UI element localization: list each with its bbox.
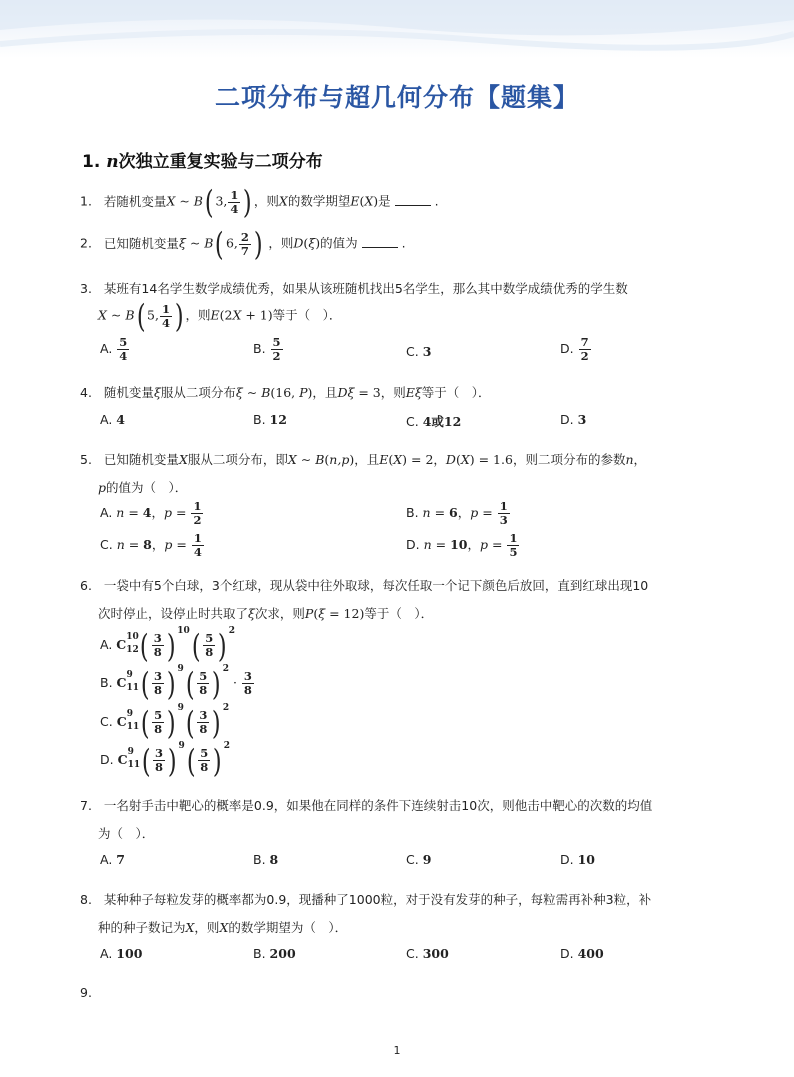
q6-line-1: 一袋中有5个白球，3个红球，现从袋中往外取球，每次任取一个记下颜色后放回，直到红球出现10 <box>103 578 649 593</box>
option-label: D. <box>560 946 574 961</box>
option-label: A. <box>100 412 113 427</box>
option-n: 4 <box>142 505 152 520</box>
frac-num: 1 <box>193 531 202 545</box>
option-label: D. <box>560 852 574 867</box>
q2-text-post: ，则 <box>268 235 294 251</box>
q6-text-a: 次时停止，设停止时共取了 <box>98 606 249 621</box>
option-label: B. <box>253 946 266 961</box>
q5-line-2: p的值为（ ）． <box>98 480 188 495</box>
q5-option-a[interactable]: A. n = 4，p = $\frac{1}{2}$ <box>100 499 202 527</box>
q1-text-end: 是 <box>378 193 391 209</box>
answer-blank <box>362 237 398 248</box>
question-2: 2. 已知随机变量ξ ∼ B( 6, $\frac{2}{7}$ ) ，则D(ξ)的值为 . <box>80 225 406 263</box>
option-n: 6 <box>449 505 458 520</box>
option-value: 400 <box>577 946 604 961</box>
q1-text-pre: 若随机变量 <box>103 193 167 209</box>
frac-num: 1 <box>499 499 508 513</box>
q7-option-b[interactable] <box>253 852 278 867</box>
question-9 <box>80 985 92 1000</box>
frac-num: 1 <box>509 531 518 545</box>
option-value: 12 <box>269 412 287 427</box>
q5-text-mid1: 服从二项分布，即 <box>187 452 288 467</box>
question-number: 9. <box>80 985 92 1000</box>
option-label: A. <box>100 341 113 356</box>
question-1: 1. 若随机变量X ∼ B( 3, $\frac{1}{4}$ ) ，则X的数学期望E(X)是 . <box>80 183 439 221</box>
q8-text-c: 的数学期望为（ ）． <box>228 920 348 935</box>
q5-line2-text: 的值为（ ）． <box>106 480 188 495</box>
q1-dot: . <box>434 193 439 209</box>
q7-option-d[interactable] <box>560 852 595 867</box>
frac-den: 4 <box>193 545 202 559</box>
option-label: C. <box>406 946 419 961</box>
question-number: 5. <box>80 452 92 467</box>
q4-text-pre: 随机变量 <box>103 385 154 400</box>
option-label: D. <box>560 412 574 427</box>
option-value: 4或12 <box>422 414 462 429</box>
option-value: 10 <box>577 852 595 867</box>
q8-option-a[interactable] <box>100 946 142 961</box>
q6-option-b[interactable]: B. C 9 11 ( $\frac{3}{8}$ ) $^9$( $\frac{5}{8}$ ) $^2$ · $\frac{3}{8}$ <box>100 664 252 703</box>
q1-text-post: ，则 <box>253 193 279 209</box>
frac-den: 2 <box>580 349 589 363</box>
frac-num: 7 <box>580 335 589 349</box>
q8-text-b: ，则 <box>194 920 220 935</box>
question-7 <box>80 796 652 814</box>
option-label: D. <box>406 537 420 552</box>
q5-text-mid3: ， <box>433 452 446 467</box>
q3-text-end: 等于（ ）． <box>272 307 342 323</box>
q6-option-a[interactable]: A. C 10 12 ( $\frac{3}{8}$ ) $^{10}$( $\frac{5}{8}$ ) $^2$ <box>100 626 236 665</box>
q8-line-2: 种的种子数记为X，则X的数学期望为（ ）． <box>98 920 348 935</box>
option-value: 4 <box>116 412 125 427</box>
frac-den: 2 <box>272 349 281 363</box>
q2-text-end: 的值为 <box>320 235 358 251</box>
option-label: A. <box>100 637 113 652</box>
q6-option-d[interactable]: D. C 9 11 ( $\frac{3}{8}$ ) $^9$( $\frac{5}{8}$ ) $^2$ <box>100 741 231 780</box>
q7-option-a[interactable] <box>100 852 125 867</box>
q2-dot: . <box>401 235 406 251</box>
option-value: 200 <box>269 946 296 961</box>
page-number: 1 <box>393 1044 401 1057</box>
q8-option-b[interactable] <box>253 946 296 961</box>
answer-blank <box>395 195 431 206</box>
q8-option-c[interactable] <box>406 946 449 961</box>
option-label: C. <box>406 344 419 359</box>
q5-text-mid2: ，且 <box>354 452 380 467</box>
question-6 <box>80 576 648 594</box>
q4-option-c[interactable] <box>406 412 461 430</box>
q5-option-d[interactable]: D. n = 10，p = $\frac{1}{5}$ <box>406 531 518 559</box>
q5-option-b[interactable]: B. n = 6，p = $\frac{1}{3}$ <box>406 499 508 527</box>
section-heading <box>82 147 323 172</box>
q7-line-1: 一名射手击中靶心的概率是0.9，如果他在同样的条件下连续射击10次，则他击中靶心的次数的均值 <box>103 798 653 813</box>
option-value: 7 <box>116 852 125 867</box>
frac-den: 5 <box>509 545 518 559</box>
option-label: C. <box>100 714 113 729</box>
option-label: B. <box>406 505 419 520</box>
frac-num: 1 <box>193 499 202 513</box>
option-n: 8 <box>143 537 152 552</box>
frac-den: 3 <box>499 513 508 527</box>
question-3 <box>80 279 628 297</box>
option-label: D. <box>560 341 574 356</box>
option-label: D. <box>100 752 114 767</box>
q7-line-2: 为（ ）． <box>98 826 155 841</box>
q3-option-c[interactable] <box>406 344 431 359</box>
q5-text-mid4: ，则二项分布的参数 <box>512 452 626 467</box>
section-number: 1. <box>82 152 101 172</box>
question-8 <box>80 890 651 908</box>
q1-text-mid: 的数学期望 <box>287 193 351 209</box>
option-label: A. <box>100 946 113 961</box>
option-value: 100 <box>116 946 143 961</box>
q6-text-b: 次求，则 <box>254 606 305 621</box>
option-value: 300 <box>422 946 449 961</box>
q6-option-c[interactable]: C. C 9 11 ( $\frac{5}{8}$ ) $^9$( $\frac{3}{8}$ ) $^2$ <box>100 703 230 742</box>
q3-option-a[interactable] <box>100 336 130 363</box>
question-number: 3. <box>80 281 92 296</box>
option-label: A. <box>100 505 113 520</box>
q4-text-mid3: ，则 <box>380 385 406 400</box>
q5-text-pre: 已知随机变量 <box>103 452 179 467</box>
frac-num: 5 <box>272 335 281 349</box>
q4-text-mid2: ，且 <box>312 385 338 400</box>
q6-line-2: 次时停止，设停止时共取了ξ次求，则P(ξ = 12)等于（ ）． <box>98 606 434 621</box>
question-number: 1. <box>80 193 92 209</box>
q5-text-end: ， <box>633 452 647 467</box>
q3-line-2: X ∼ B( 5, $\frac{1}{4}$ ) ，则E(2X + 1)等于（ ）． <box>98 297 342 335</box>
frac-den: 2 <box>193 513 202 527</box>
wave-decoration <box>0 0 794 58</box>
question-number: 4. <box>80 385 92 400</box>
q8-option-d[interactable] <box>560 946 604 961</box>
question-number: 6. <box>80 578 92 593</box>
frac-den: 4 <box>119 349 128 363</box>
q4-option-b[interactable] <box>253 412 287 427</box>
q3-line-1: 某班有14名学生数学成绩优秀，如果从该班随机找出5名学生，那么其中数学成绩优秀的学生数 <box>103 281 628 296</box>
question-number: 7. <box>80 798 92 813</box>
q5-option-c[interactable]: C. n = 8，p = $\frac{1}{4}$ <box>100 531 202 559</box>
q3-text-mid: ，则 <box>185 307 211 323</box>
q6-text-c: 等于（ ）． <box>364 606 434 621</box>
question-5: 5. 已知随机变量X服从二项分布，即X ∼ B(n,p)，且E(X) = 2，D(X) = 1.6，则二项分布的参数n， <box>80 452 647 467</box>
option-value: 3 <box>422 344 432 359</box>
option-value: 8 <box>269 852 279 867</box>
q4-option-d[interactable] <box>560 412 586 427</box>
q8-text-a: 种的种子数记为 <box>98 920 186 935</box>
section-variable: n <box>106 152 119 172</box>
q4-text-mid1: 服从二项分布 <box>160 385 236 400</box>
frac-num: 5 <box>119 335 128 349</box>
section-text: 次独立重复实验与二项分布 <box>118 152 323 172</box>
q3-option-b[interactable] <box>253 336 284 363</box>
page-title: 二项分布与超几何分布【题集】 <box>214 83 579 112</box>
option-label: B. <box>253 852 266 867</box>
q4-option-a[interactable] <box>100 412 125 427</box>
option-label: B. <box>253 412 266 427</box>
option-label: B. <box>100 675 113 690</box>
question-4: 4. 随机变量ξ服从二项分布ξ ∼ B(16, P)，且Dξ = 3，则Eξ等于（ ）． <box>80 385 491 400</box>
option-label: C. <box>406 414 419 429</box>
question-number: 8. <box>80 892 92 907</box>
option-label: C. <box>406 852 419 867</box>
option-label: A. <box>100 852 113 867</box>
q2-text-pre: 已知随机变量 <box>103 235 179 251</box>
q7-option-c[interactable] <box>406 852 431 867</box>
option-value: 3 <box>577 412 587 427</box>
q8-line-1: 某种种子每粒发芽的概率都为0.9，现播种了1000粒，对于没有发芽的种子，每粒需再补种3粒，补 <box>103 892 652 907</box>
q3-option-d[interactable] <box>560 336 592 363</box>
option-label: B. <box>253 341 266 356</box>
q4-text-end: 等于（ ）． <box>421 385 491 400</box>
question-number: 2. <box>80 235 92 251</box>
option-n: 10 <box>450 537 468 552</box>
header-wave-background <box>0 0 794 58</box>
option-label: C. <box>100 537 113 552</box>
option-value: 9 <box>422 852 432 867</box>
